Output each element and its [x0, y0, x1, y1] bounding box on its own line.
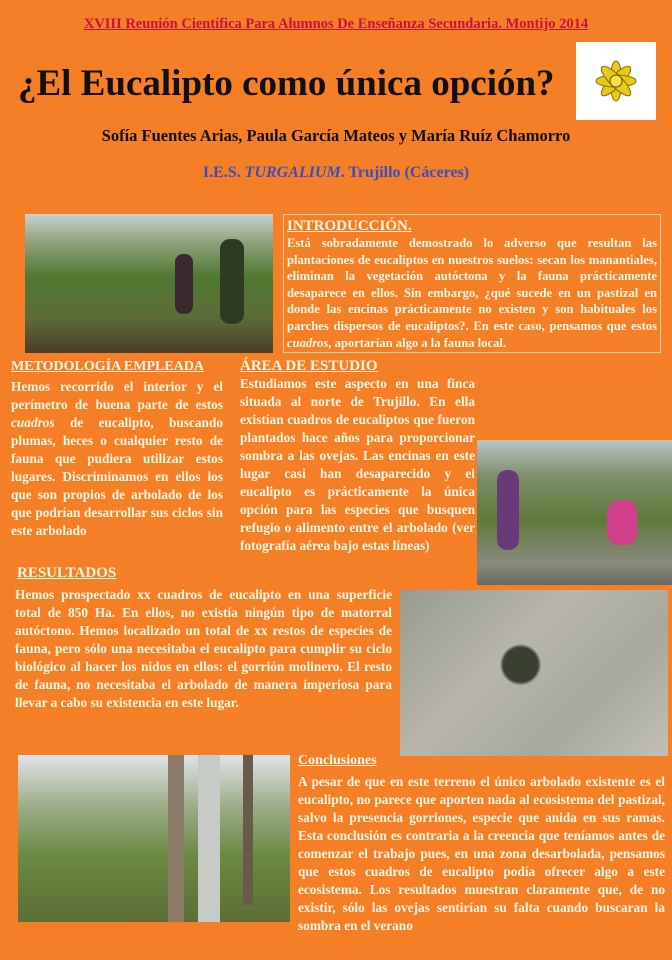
introduction-heading: INTRODUCCIÓN. — [287, 218, 412, 234]
yellow-flower-icon — [588, 53, 644, 109]
study-area-section — [240, 357, 475, 555]
introduction-section — [283, 214, 661, 353]
text-part: , aportarían algo a la fauna local. — [328, 335, 507, 350]
logo — [576, 42, 656, 120]
photo-students-rocks — [477, 440, 672, 585]
school-prefix: I.E.S. — [202, 164, 245, 181]
conclusions-section — [298, 752, 665, 935]
text-part: Hemos recorrido el interior y el perímetro de buena parte de estos — [11, 379, 223, 412]
text-emphasis: cuadros — [11, 415, 55, 430]
school — [0, 164, 672, 182]
methods-text — [11, 378, 223, 540]
event-header: XVIII Reunión Científica Para Alumnos De Enseñanza Secundaria. Montijo 2014 — [83, 16, 589, 32]
photo-eucalyptus-grove — [18, 755, 290, 922]
school-name: TURGALIUM — [244, 164, 341, 181]
text-part: Está sobradamente demostrado lo adverso que resultan las plantaciones de eucaliptos en nuestros suelos: secan los manantiales, eliminan la vegetación autóctona y la fauna prácticamente desaparece en ellos. Sin embargo, ¿qué sucede en un pastizal en donde las encinas prácticamente no existen y son habituales los parches dispersos de eucaliptos?. En este caso, pensamos que estos — [287, 236, 657, 333]
methods-section — [11, 358, 223, 540]
aerial-photo — [400, 590, 668, 756]
study-area-heading: ÁREA DE ESTUDIO — [240, 358, 378, 374]
results-heading: RESULTADOS — [17, 565, 117, 581]
introduction-text — [287, 235, 657, 351]
study-area-text: Estudiamos este aspecto en una finca situada al norte de Trujillo. En ella existían cuadros de eucaliptos que fueron plantados hace años para proporcionar sombra a las ovejas. Las encinas en este lugar casi han desaparecido y el eucalipto es prácticamente la única opción para las especies que busquen refugio o alimento entre el arbolado (ver fotografía aérea bajo estas líneas) — [240, 376, 475, 553]
results-text: Hemos prospectado xx cuadros de eucalipto en una superficie total de 850 Ha. En ellos, no existía ningún tipo de matorral autóctono. Hemos localizado un total de xx restos de especies de fauna, pero sólo una necesitaba el eucalipto para cumplir su ciclo biológico al hacer los nidos en ellos: el gorrión molinero. El resto de fauna, no necesitaba el arbolado de manera imperiosa para llevar a cabo su existencia en este lugar. — [15, 587, 392, 710]
school-suffix: . Trujillo (Cáceres) — [340, 164, 470, 181]
conclusions-heading: Conclusiones — [298, 753, 377, 768]
text-emphasis: cuadros — [287, 335, 329, 350]
photo-field-students — [25, 214, 273, 353]
conclusions-text: A pesar de que en este terreno el único arbolado existente es el eucalipto, no parece que aporten nada al ecosistema del pastizal, salvo la presencia gorriones, especie que anida en sus ramas. Esta conclusión es contraria a la creencia que teníamos antes de comenzar el trabajo pues, en una zona desarbolada, pensamos que estos cuadros de eucalipto podía ofrecer algo a este ecosistema. Los resultados muestran claramente que, de no existir, sólo las ovejas sentirían su falta cuando buscaran la sombra en el verano — [298, 774, 665, 933]
text-part: de eucalipto, buscando plumas, heces o cualquier resto de fauna que pudiera utilizar estos lugares. Discriminamos en ellos los que son propios de arbolado de los que podrían desarrollar sus ciclos sin este arbolado — [11, 415, 223, 538]
methods-heading: METODOLOGÍA EMPLEADA — [11, 359, 205, 374]
poster-title: ¿El Eucalipto como única opción? — [18, 63, 555, 104]
authors: Sofía Fuentes Arias, Paula García Mateos y María Ruíz Chamorro — [101, 126, 571, 145]
results-section — [15, 564, 392, 712]
